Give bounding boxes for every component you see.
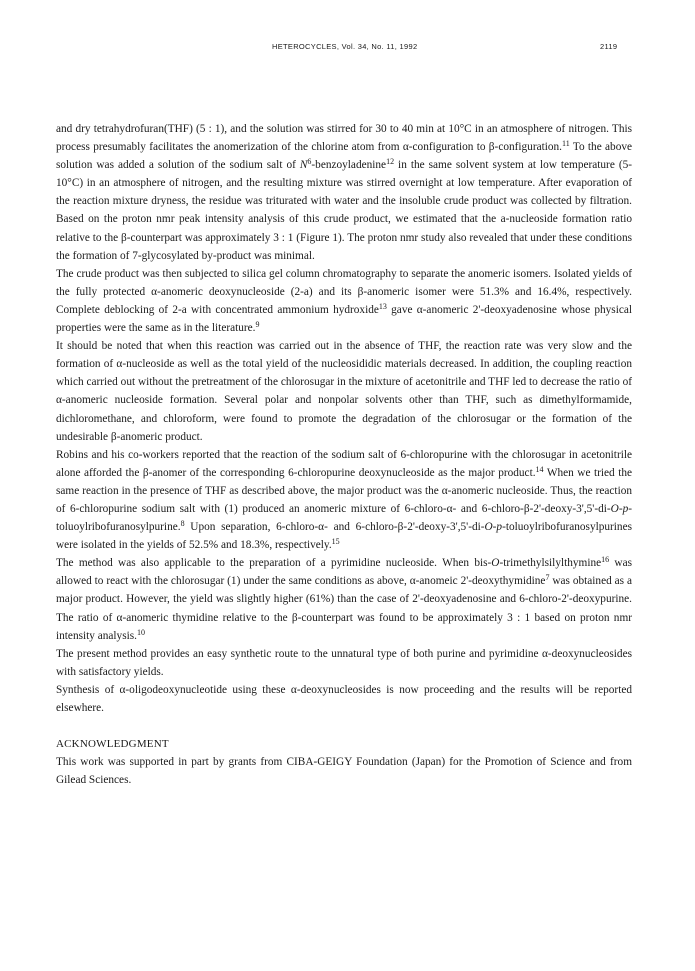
acknowledgment-heading: ACKNOWLEDGMENT <box>56 738 169 751</box>
text-run: The present method provides an easy synthetic route to the unnatural type of both purine and pyrimidine α-deoxynucleosides with satisfactory yields. <box>56 647 632 678</box>
reference-superscript: 9 <box>255 320 260 330</box>
text-run: and dry tetrahydrofuran(THF) (5 : 1), and the solution was stirred for 30 to 40 min at 10°C in an atmosphere of nitrogen. This process presumably facilitates the anomerization of the chlorine atom from α-configuration to β-configuration. <box>56 123 632 154</box>
body-paragraph <box>56 554 632 644</box>
reference-superscript: 15 <box>331 537 340 547</box>
text-run: in the same solvent system at low temperature (5-10°C) in an atmosphere of nitrogen, and the resulting mixture was stirred overnight at low temperature. After evaporation of the reaction mixture dryness, the residue was triturated with water and the insoluble crude product was collected by filtration. Based on the proton nmr peak intensity analysis of this crude product, we estimated that the a-nucleoside formation ratio relative to the β-counterpart was approximately 3 : 1 (Figure 1). The proton nmr study also revealed that under these conditions the formation of 7-glycosylated by-product was minimal. <box>56 159 633 262</box>
italic-text: N <box>299 159 308 172</box>
text-run: It should be noted that when this reaction was carried out in the absence of THF, the reaction rate was very slow and the formation of α-nucleoside as well as the total yield of the nucleosididic materials decreased. In addition, the coupling reaction which carried out without the pretreatment of the chlorosugar in the mixture of acetonitrile and THF led to decrease the ratio of α-anomeric nucleoside formation. Several polar and nonpolar solvents other than THF, such as dimethylformamide, dichloromethane, and chloroform, were found to promote the degradation of the chlorosugar or the formation of the undesirable β-anomeric product. <box>56 340 632 443</box>
acknowledgment-text: This work was supported in part by grants from CIBA-GEIGY Foundation (Japan) for the Promotion of Science and from Gilead Sciences. <box>56 756 632 787</box>
reference-superscript: 11 <box>562 139 570 149</box>
text-run: -trimethylsilylthymine <box>499 557 602 570</box>
running-header <box>0 42 695 56</box>
reference-superscript: 6 <box>307 157 312 167</box>
body-paragraph <box>56 120 632 265</box>
text-run: When we tried the same reaction in the presence of THF as described above, the major product was the α-anomeric nucleoside. Thus, the reaction of 6-chloropurine sodium salt with (1) produced an anomeric mixture of 6-chloro-α- and 6-chloro-β-2'-deoxy-3',5'-di- <box>56 466 632 515</box>
text-run: The crude product was then subjected to silica gel column chromatography to separate the anomeric isomers. Isolated yields of the fully protected α-anomeric deoxynucleoside (2-a) and its β-anomeric isomer were 51.3% and 16.4%, respectively. Complete deblocking of 2-a with concentrated ammonium hydroxide <box>56 267 632 316</box>
text-run: -toluoylribofuranosylpurine. <box>56 502 632 534</box>
reference-superscript: 10 <box>136 627 145 637</box>
body-paragraph <box>56 645 632 681</box>
text-run: Upon separation, 6-chloro-α- and 6-chloro-β-2'-deoxy-3',5'-di- <box>184 521 485 534</box>
page-number: 2119 <box>600 42 618 51</box>
reference-superscript: 8 <box>180 519 185 529</box>
text-run: To the above solution was added a solution of the sodium salt of <box>56 141 633 172</box>
text-run: The method was also applicable to the preparation of a pyrimidine nucleoside. When bis- <box>56 557 492 570</box>
text-run: was obtained as a major product. However, the yield was slightly higher (61%) than the case of 2'-deoxyadenosine and 6-chloro-2'-deoxypurine. The ratio of α-anomeric thymidine relative to the β-counterpart was found to be approximately 3 : 1 based on proton nmr intensity analysis. <box>56 575 632 642</box>
journal-citation: HETEROCYCLES, Vol. 34, No. 11, 1992 <box>272 42 418 51</box>
reference-superscript: 7 <box>545 573 550 583</box>
reference-superscript: 12 <box>386 157 395 167</box>
text-run: gave α-anomeric 2'-deoxyadenosine whose physical properties were the same as in the literature. <box>56 303 632 335</box>
text-run: -benzoyladenine <box>311 159 387 172</box>
article-body <box>56 120 632 789</box>
paragraph-list <box>56 120 632 717</box>
text-run: was allowed to react with the chlorosugar (1) under the same conditions as above, α-anomeic 2'-deoxythymidine <box>56 557 633 588</box>
reference-superscript: 14 <box>535 464 544 474</box>
reference-superscript: 16 <box>601 555 610 565</box>
body-paragraph <box>56 681 632 717</box>
text-run: -toluoylribofuranosylpurines were isolated in the yields of 52.5% and 18.3%, respectively. <box>56 521 632 552</box>
italic-text: O <box>491 557 500 570</box>
text-run: Synthesis of α-oligodeoxynucleotide using these α-deoxynucleosides is now proceeding and the results will be reported elsewhere. <box>56 683 632 714</box>
body-paragraph <box>56 265 632 337</box>
reference-superscript: 13 <box>378 301 387 311</box>
italic-text: O-p <box>484 521 503 534</box>
body-paragraph <box>56 446 632 555</box>
italic-text: O-p <box>610 502 629 515</box>
body-paragraph <box>56 337 632 446</box>
text-run: Robins and his co-workers reported that the reaction of the sodium salt of 6-chloropurine with the chlorosugar in acetonitrile alone afforded the β-anomer of the corresponding 6-chloropurine deoxynucleoside as the major product. <box>56 448 632 479</box>
